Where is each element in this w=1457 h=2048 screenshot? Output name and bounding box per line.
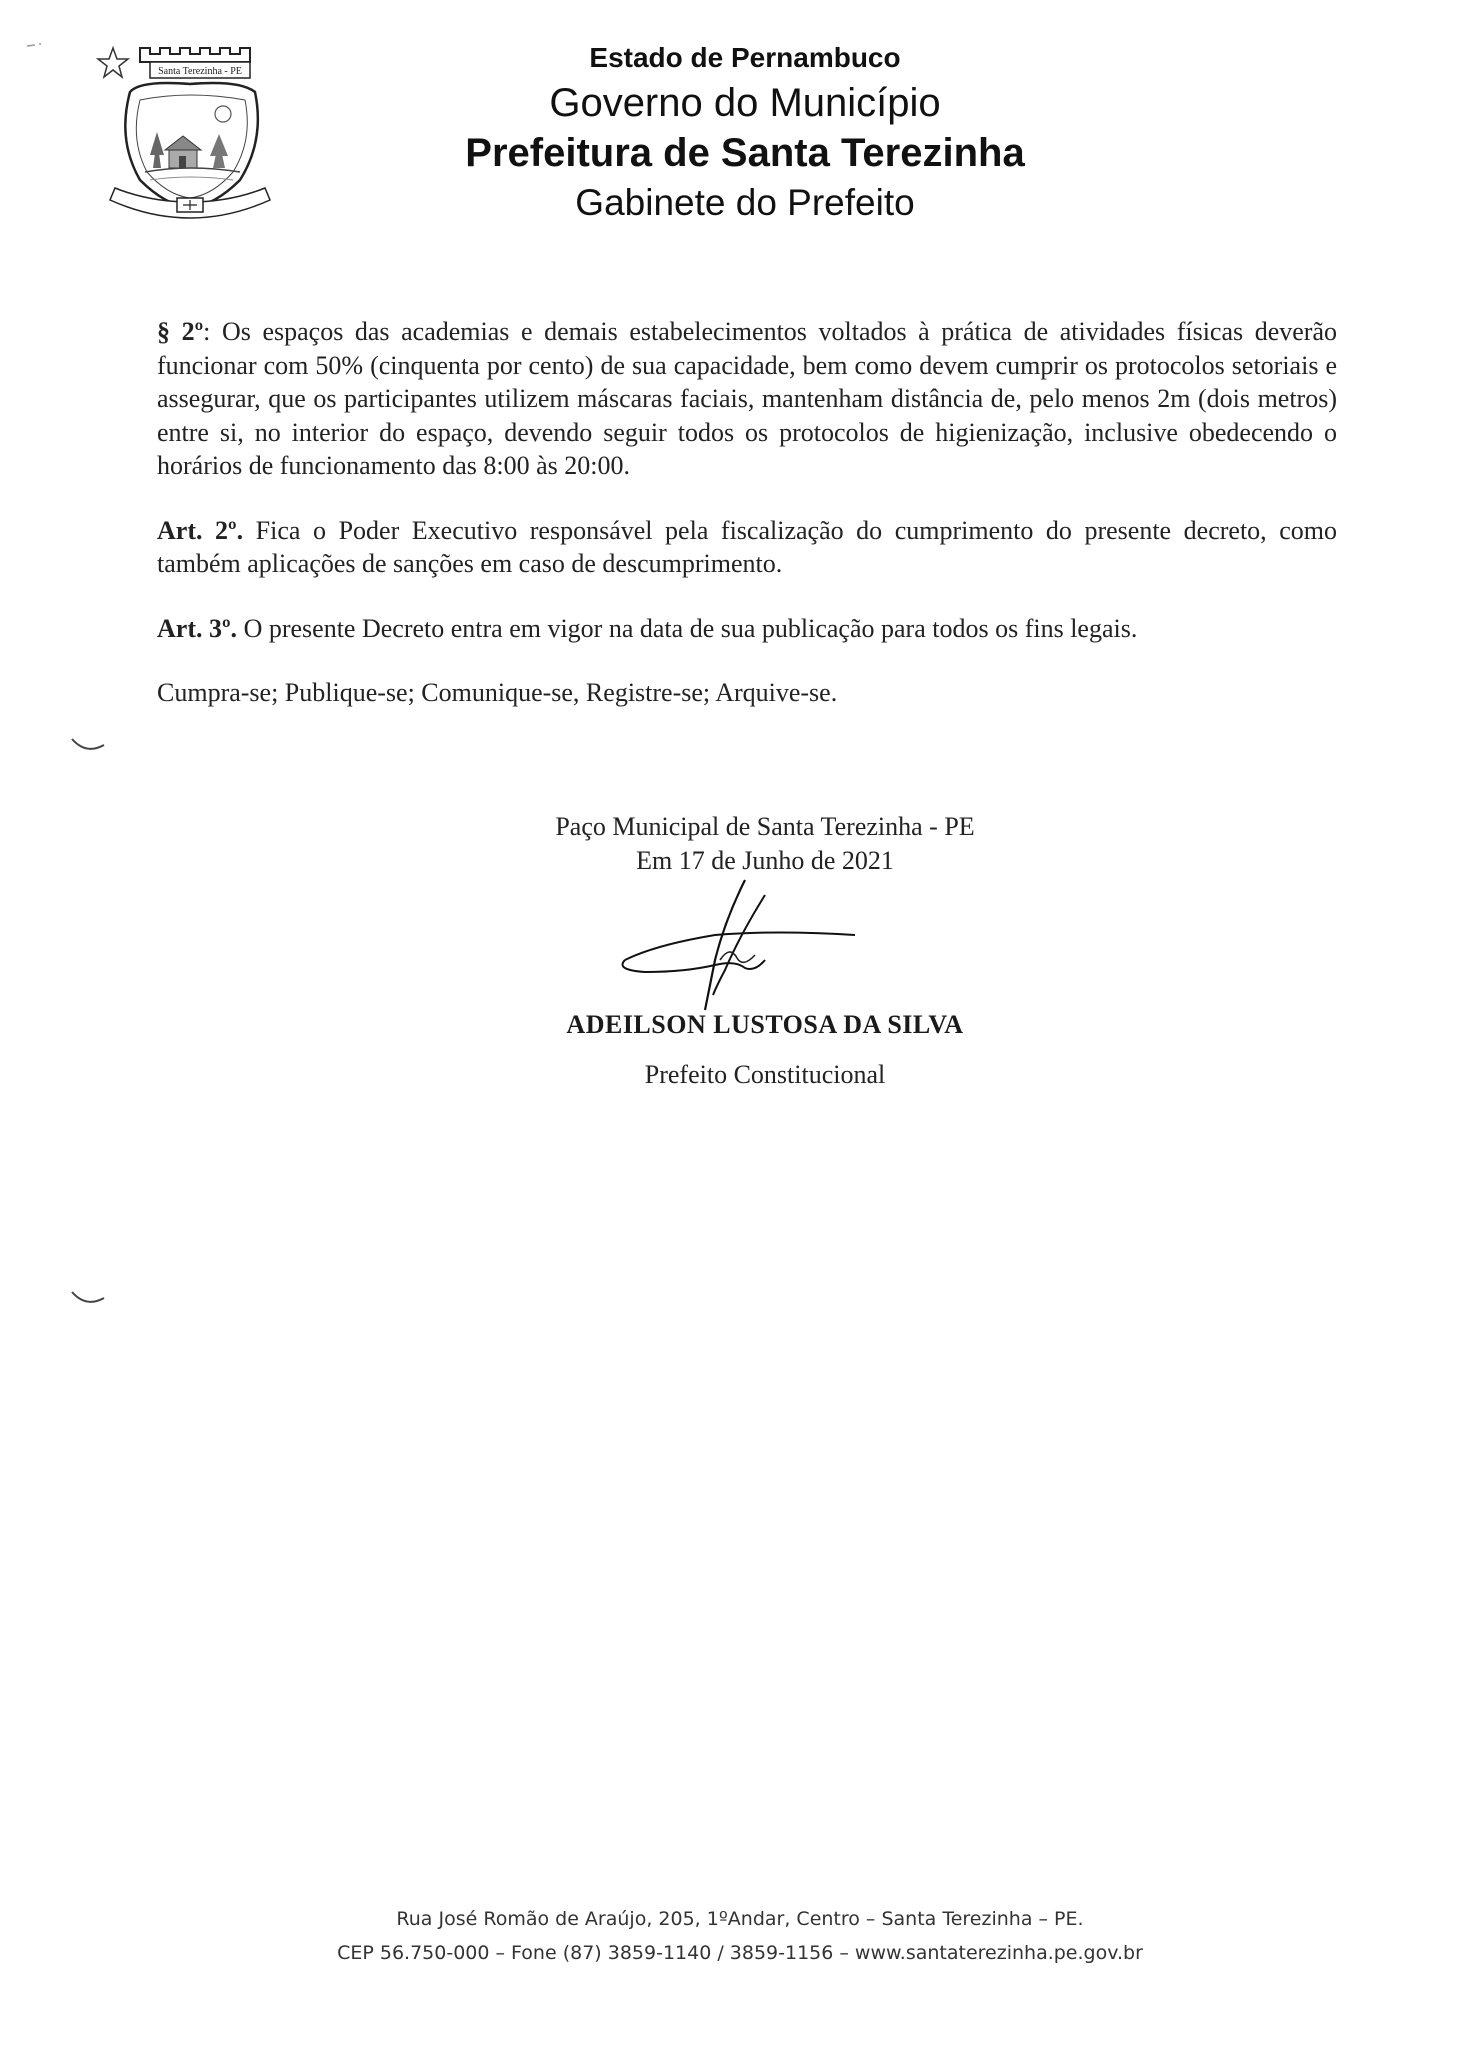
article-text: O presente Decreto entra em vigor na data de sua publicação para todos os fins legais.: [237, 613, 1138, 643]
footer-address: Rua José Romão de Araújo, 205, 1ºAndar, Centro – Santa Terezinha – PE.: [396, 1908, 1084, 1930]
article-3: [157, 612, 1337, 646]
signing-date: Em 17 de Junho de 2021: [636, 846, 894, 875]
article-label: Art. 2º.: [157, 515, 244, 545]
signer-role: Prefeito Constitucional: [644, 1060, 886, 1089]
letterhead-text: [430, 38, 1060, 228]
letterhead: [0, 0, 1457, 240]
article-text: Fica o Poder Executivo responsável pela fiscalização do cumprimento do presente decreto, como também aplicações de sanções em caso de descumprimento.: [157, 515, 1337, 578]
footer-contact: CEP 56.750-000 – Fone (87) 3859-1140 / 3859-1156 – www.santaterezinha.pe.gov.br: [337, 1942, 1143, 1964]
page-footer: [300, 1902, 1180, 1970]
cabinet-title: Gabinete do Prefeito: [575, 182, 915, 223]
clause-label: § 2º: [157, 317, 204, 346]
signer-name: ADEILSON LUSTOSA DA SILVA: [566, 1010, 964, 1039]
clause-text: : Os espaços das academias e demais estabelecimentos voltados à prática de atividades físicas deverão funcionar com 50% (cinquenta por cento) de sua capacidade, bem como devem cumprir os protocolos setoriais e assegurar, que os participantes utilizem máscaras faciais, mantenham distância de, pelo menos 2m (dois metros) entre si, no interior do espaço, devendo seguir todos os protocolos de higienização, inclusive obedecendo o horários de funcionamento das 8:00 às 20:00.: [157, 317, 1337, 480]
article-2: [157, 514, 1337, 581]
scan-speck-icon: [25, 40, 55, 50]
state-name: Estado de Pernambuco: [589, 42, 901, 73]
punch-hole-mark-icon: [68, 735, 108, 759]
paragraph-2-clause: [157, 315, 1337, 483]
crest-banner-text: Santa Terezinha - PE: [158, 66, 242, 77]
signing-place: Paço Municipal de Santa Terezinha - PE: [555, 812, 975, 841]
handwritten-signature-icon: [605, 860, 865, 1020]
closing-formula: Cumpra-se; Publique-se; Comunique-se, Registre-se; Arquive-se.: [157, 678, 838, 707]
government-title: Governo do Município: [549, 81, 941, 125]
punch-hole-mark-icon: [68, 1288, 108, 1312]
municipal-crest-icon: [95, 40, 285, 220]
article-label: Art. 3º.: [157, 613, 238, 643]
prefecture-title: Prefeitura de Santa Terezinha: [465, 131, 1025, 175]
decree-body: [157, 315, 1337, 741]
